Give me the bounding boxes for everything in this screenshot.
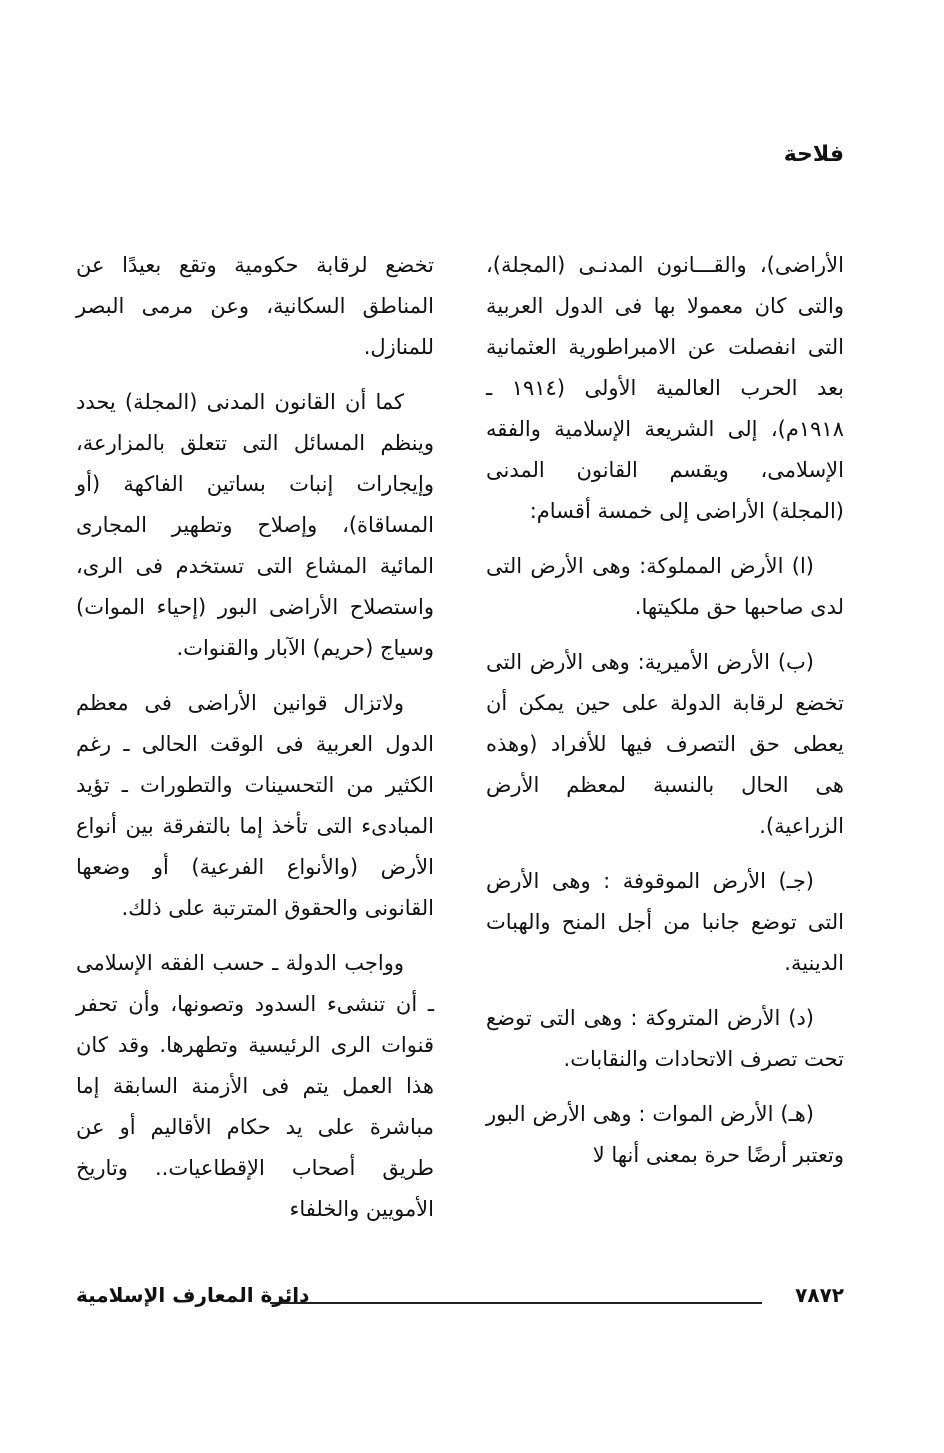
paragraph: تخضع لرقابة حكومية وتقع بعيدًا عن المناطق السكانية، وعن مرمى البصر للمنازل. bbox=[76, 253, 434, 359]
page-footer bbox=[76, 1283, 844, 1313]
paragraph: ولاتزال قوانين الأراضى فى معظم الدول العربية فى الوقت الحالى ـ رغم الكثير من التحسينات والتطورات ـ تؤيد المبادىء التى تأخذ إما بالتفرقة بين أنواع الأرض (والأنواع الفرعية) أو وضعها القانونى والحقوق المترتبة على ذلك. bbox=[76, 691, 434, 920]
paragraph: الأراضى)، والقـــانون المدنـى (المجلة)، والتى كان معمولا بها فى الدول العربية التى انفصلت عن الامبراطورية العثمانية بعد الحرب العالمية الأولى (١٩١٤ ـ ١٩١٨م)، إلى الشريعة الإسلامية والفقه الإسلامى، ويقسم القانون المدنى (المجلة) الأراضى إلى خمسة أقسام: bbox=[486, 253, 845, 523]
paragraph: وواجب الدولة ـ حسب الفقه الإسلامى ـ أن تنشىء السدود وتصونها، وأن تحفر قنوات الرى الرئيسية وتطهرها. وقد كان هذا العمل يتم فى الأزمنة السابقة إما مباشرة على يد حكام الأقاليم أو عن طريق أصحاب الإقطاعيات.. وتاريخ الأمويين والخلفاء bbox=[76, 951, 434, 1221]
paragraph-list-item: (جـ) الأرض الموقوفة : وهى الأرض التى توضع جانبا من أجل المنح والهبات الدينية. bbox=[486, 869, 844, 975]
footer-divider bbox=[270, 1302, 762, 1304]
paragraph-list-item: (هـ) الأرض الموات : وهى الأرض البور وتعتبر أرضًا حرة بمعنى أنها لا bbox=[486, 1102, 844, 1167]
page-number: ٧٨٧٢ bbox=[795, 1283, 844, 1307]
paragraph-list-item: (د) الأرض المتروكة : وهى التى توضع تحت تصرف الاتحادات والنقابات. bbox=[486, 1006, 844, 1071]
right-column bbox=[486, 245, 844, 1190]
publication-title: دائرة المعارف الإسلامية bbox=[76, 1283, 310, 1307]
paragraph-list-item: (ب) الأرض الأميرية: وهى الأرض التى تخضع لرقابة الدولة على حين يمكن أن يعطى حق التصرف فيها للأفراد (وهذه هى الحال بالنسبة لمعظم الأرض الزراعية). bbox=[486, 650, 844, 838]
running-head: فلاحة bbox=[783, 142, 844, 167]
paragraph-list-item: (ا) الأرض المملوكة: وهى الأرض التى لدى صاحبها حق ملكيتها. bbox=[486, 554, 844, 619]
paragraph: كما أن القانون المدنى (المجلة) يحدد وينظم المسائل التى تتعلق بالمزارعة، وإيجارات إنبات بساتين الفاكهة (أو المساقاة)، وإصلاح وتطهير المجارى المائية المشاع التى تستخدم فى الرى، واستصلاح الأراضى البور (إحياء الموات) وسياج (حريم) الآبار والقنوات. bbox=[76, 390, 434, 660]
left-column bbox=[76, 245, 434, 1244]
